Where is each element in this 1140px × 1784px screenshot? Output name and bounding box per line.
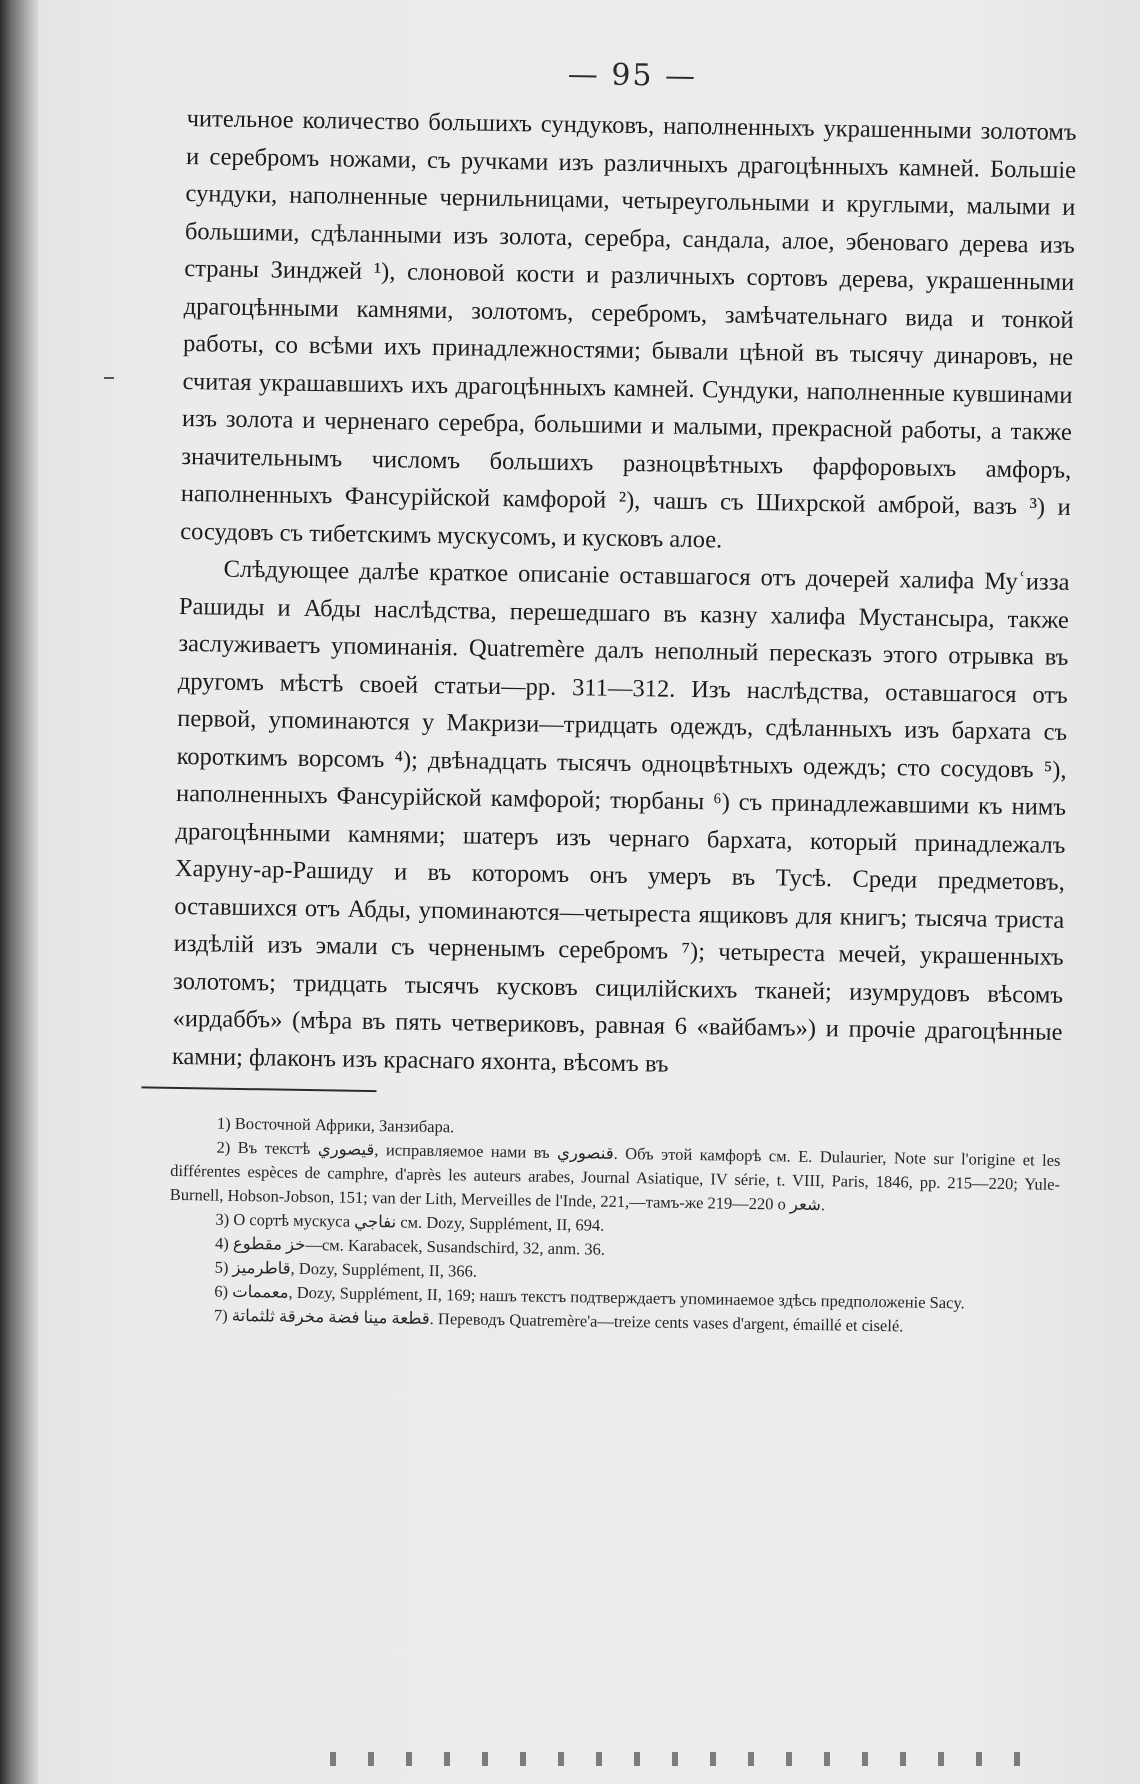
footnote-3: 3) О сортѣ мускуса نفاجي см. Dozy, Supplément, II, 694. xyxy=(215,1209,605,1235)
scan-artifacts xyxy=(330,1752,1030,1766)
footnote-separator xyxy=(141,1086,376,1092)
main-text xyxy=(172,100,1077,1089)
footnote-2: 2) Въ текстѣ قيصوري, исправляемое нами въ قنصوري. Объ этой камфорѣ см. E. Dulaurier, Note sur l'origine et les différentes espèces de camphre, d'après les auteurs arabes, Journal Asiatique, IV série, t. VIII, Paris, 1846, pp. 215—220; Yule-Burnell, Hobson-Jobson, 151; van der Lith, Merveilles de l'Inde, 221,—тамъ-же 219—220 о شعر. xyxy=(169,1137,1061,1215)
paragraph-1: чительное количество большихъ сундуковъ, наполненныхъ украшенными золотомъ и серебромъ ножами, съ ручками изъ различныхъ драгоцѣнныхъ камней. Большіе сундуки, наполненные чернильницами, четыреугольными и круглыми, малыми и большими, сдѣланными изъ золота, серебра, сандала, алое, эбеноваго дерева изъ страны Зинджей ¹), слоновой кости и различныхъ сортовъ дерева, украшенными драгоцѣнными камнями, золотомъ, серебромъ, замѣчательнаго вида и тонкой работы, со всѣми ихъ принадлежностями; бывали цѣной въ тысячу динаровъ, не считая украшавшихъ ихъ драгоцѣнныхъ камней. Сундуки, наполненные кувшинами изъ золота и черненаго серебра, большими и малыми, прекрасной работы, а также значительнымъ числомъ большихъ разноцвѣтныхъ фарфоровыхъ амфоръ, наполненныхъ Фансурійской камфорой ²), чашъ съ Шихрской амброй, вазъ ³) и сосудовъ съ тибетскимъ мускусомъ, и кусковъ алое. xyxy=(180,105,1077,553)
footnote-7: 7) قطعة مينا فضة مخرقة ثلثماتة. Переводъ Quatremère'a—treize cents vases d'argent, émaillé et ciselé. xyxy=(213,1305,904,1336)
page-number: — 95 — xyxy=(567,56,698,95)
book-binding-shadow xyxy=(0,0,38,1784)
book-page xyxy=(161,33,1078,1747)
footnotes xyxy=(168,1111,1061,1341)
margin-mark xyxy=(104,377,114,379)
footnote-1: 1) Восточной Африки, Занзибара. xyxy=(216,1113,455,1137)
footnote-6: 6) معممات, Dozy, Supplément, II, 169; нашъ текстъ подтверждаетъ упоминаемое здѣсь предположеніе Sacy. xyxy=(214,1281,965,1313)
footnote-4: 4) خز مقطوع—см. Karabacek, Susandschird, 32, anm. 36. xyxy=(214,1233,606,1259)
footnote-5: 5) قاطرميز, Dozy, Supplément, II, 366. xyxy=(214,1257,478,1281)
paragraph-2: Слѣдующее далѣе краткое описаніе оставшагося отъ дочерей халифа Муʿизза Рашиды и Абды наслѣдства, перешедшаго въ казну халифа Мустансыра, также заслуживаетъ упоминанія. Quatremère далъ неполный пересказъ этого отрывка въ другомъ мѣстѣ своей статьи—pp. 311—312. Изъ наслѣдства, оставшагося отъ первой, упоминаются у Макризи—тридцать одеждъ, сдѣланныхъ изъ бархата съ короткимъ ворсомъ ⁴); двѣнадцать тысячъ одноцвѣтныхъ одеждъ; сто сосудовъ ⁵), наполненныхъ Фансурійской камфорой; тюрбаны ⁶) съ принадлежавшими къ нимъ драгоцѣнными камнями; шатеръ изъ чернаго бархата, который принадлежалъ Харуну-ар-Рашиду и въ которомъ онъ умеръ въ Тусѣ. Среди предметовъ, оставшихся отъ Абды, упоминаются—четыреста ящиковъ для книгъ; тысяча триста издѣлій изъ эмали съ черненымъ серебромъ ⁷); четыреста мечей, украшенныхъ золотомъ; тридцать тысячъ кусковъ сицилійскихъ тканей; изумрудовъ вѣсомъ «ирдаббъ» (мѣра въ пять четвериковъ, равная 6 «вайбамъ») и прочіе драгоцѣнные камни; флаконъ изъ краснаго яхонта, вѣсомъ въ xyxy=(171,555,1070,1078)
